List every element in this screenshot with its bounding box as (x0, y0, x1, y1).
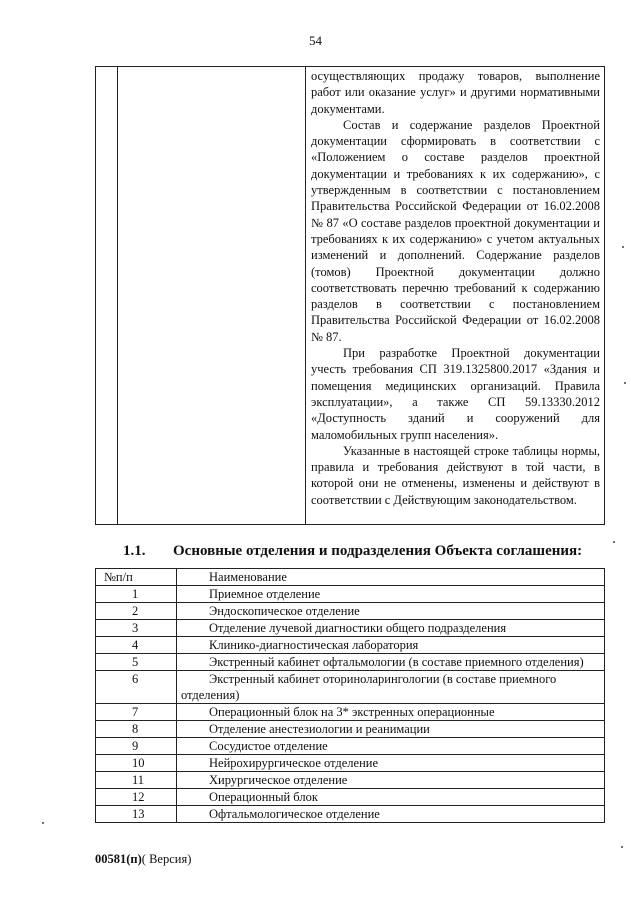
row-number: 7 (96, 704, 177, 721)
empty-index-cell (96, 67, 118, 525)
scan-speck (42, 822, 44, 824)
header-name: Наименование (177, 569, 605, 586)
requirements-text-cell (306, 67, 605, 525)
requirements-paragraph: осуществляющих продажу товаров, выполнение работ или оказание услуг» и другими нормативными документами. (311, 69, 600, 116)
table-row (96, 654, 605, 671)
row-name: Экстренный кабинет офтальмологии (в составе приемного отделения) (177, 654, 605, 671)
table-header-row (96, 569, 605, 586)
page-number: 54 (309, 33, 322, 48)
scan-speck (622, 246, 624, 248)
row-name: Отделение анестезиологии и реанимации (177, 721, 605, 738)
table-row (96, 772, 605, 789)
row-name: Приемное отделение (177, 586, 605, 603)
row-number: 11 (96, 772, 177, 789)
row-number: 9 (96, 738, 177, 755)
table-row (96, 671, 605, 704)
row-name: Операционный блок на 3* экстренных операционные (177, 704, 605, 721)
row-name: Офтальмологическое отделение (177, 806, 605, 823)
requirements-paragraph: Указанные в настоящей строке таблицы нормы, правила и требования действуют в той части, в которой они не отменены, изменены и действуют в соответствии с Действующим законодательством. (311, 443, 600, 507)
row-number: 10 (96, 755, 177, 772)
requirements-paragraph: Состав и содержание разделов Проектной документации сформировать в соответствии с «Положением о составе разделов проектной документации и требованиях к их содержанию», с утвержденным в соответствии с постановлением Правительства Российской Федерации от 16.02.2008 № 87 «О составе разделов проектной документации и требованиях к их содержанию» с учетом актуальных изменений и дополнений. Содержание разделов (томов) Проектной документации должно соответствовать перечню требований к содержанию разделов в соответствии с постановлением Правительства Российской Федерации от 16.02.2008 № 87. (311, 117, 600, 344)
scan-speck (621, 846, 623, 848)
header-number: №п/п (96, 569, 177, 586)
row-number: 5 (96, 654, 177, 671)
row-number: 6 (96, 671, 177, 704)
scan-speck (624, 382, 626, 384)
row-name: Сосудистое отделение (177, 738, 605, 755)
table-row (96, 755, 605, 772)
table-row (96, 738, 605, 755)
row-number: 4 (96, 637, 177, 654)
table-row (96, 620, 605, 637)
document-footer (95, 852, 191, 867)
row-name: Операционный блок (177, 789, 605, 806)
table-row (96, 704, 605, 721)
table-row (96, 806, 605, 823)
row-number: 3 (96, 620, 177, 637)
row-name: Клинико-диагностическая лаборатория (177, 637, 605, 654)
row-name: Экстренный кабинет оториноларингологии (в составе приемного отделения) (177, 671, 605, 704)
table-row (96, 789, 605, 806)
row-number: 1 (96, 586, 177, 603)
row-name: Отделение лучевой диагностики общего подразделения (177, 620, 605, 637)
row-number: 13 (96, 806, 177, 823)
requirements-table (95, 66, 605, 525)
section-title: Основные отделения и подразделения Объекта соглашения: (173, 543, 583, 559)
row-name: Хирургическое отделение (177, 772, 605, 789)
row-number: 2 (96, 603, 177, 620)
table-row (96, 637, 605, 654)
table-row (96, 586, 605, 603)
departments-table (95, 568, 605, 823)
section-number: 1.1. (123, 543, 146, 559)
document-version: ( Версия) (141, 852, 192, 866)
row-number: 8 (96, 721, 177, 738)
empty-title-cell (118, 67, 306, 525)
document-code: 00581(п) (95, 852, 142, 866)
row-number: 12 (96, 789, 177, 806)
table-row (96, 603, 605, 620)
table-row (96, 721, 605, 738)
scan-speck (613, 541, 615, 543)
section-heading (123, 543, 582, 560)
requirements-paragraph: При разработке Проектной документации учесть требования СП 319.1325800.2017 «Здания и помещения медицинских организаций. Правила эксплуатации», а также СП 59.13330.2012 «Доступность зданий и сооружений для маломобильных групп населения». (311, 346, 600, 442)
row-name: Эндоскопическое отделение (177, 603, 605, 620)
row-name: Нейрохирургическое отделение (177, 755, 605, 772)
